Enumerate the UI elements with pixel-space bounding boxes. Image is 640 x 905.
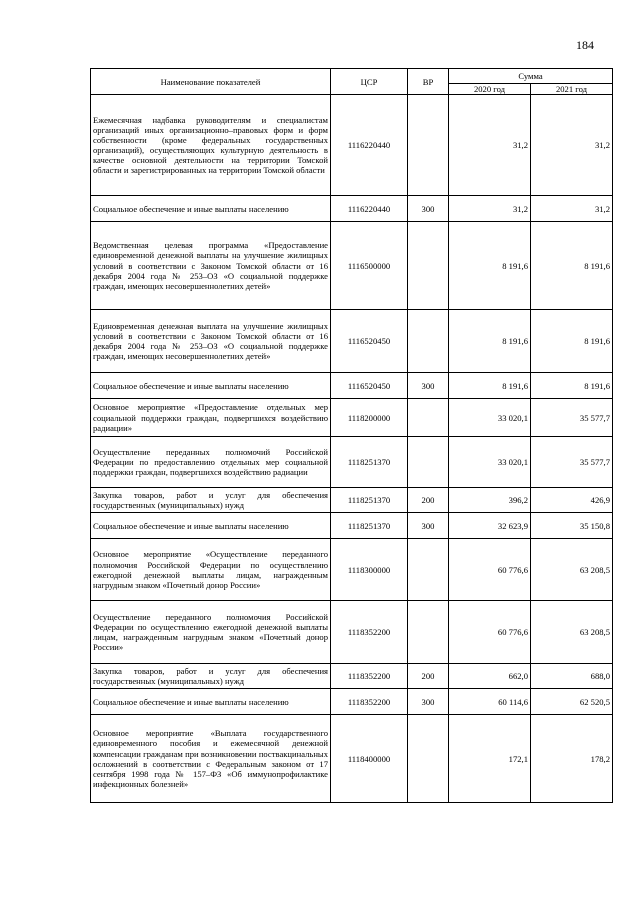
row-name: Ежемесячная надбавка руководителям и специалистам организаций иных организационно–правовых форм и форм собственности (кроме федеральных государственных организаций), осуществляющих культурную деятельность в качестве основной деятельности на территории Томской области и зарегистрированных на территории Томской области xyxy=(91,95,331,196)
row-csr: 1116520450 xyxy=(331,310,408,373)
row-vr: 300 xyxy=(408,373,449,399)
table-row xyxy=(91,488,613,513)
row-csr: 1118251370 xyxy=(331,513,408,539)
row-vr xyxy=(408,95,449,196)
row-2021: 31,2 xyxy=(531,95,613,196)
row-2021: 8 191,6 xyxy=(531,310,613,373)
row-2020: 8 191,6 xyxy=(449,310,531,373)
page-number: 184 xyxy=(576,38,594,52)
header-csr: ЦСР xyxy=(331,69,408,95)
row-name: Ведомственная целевая программа «Предоставление единовременной денежной выплаты на улучшение жилищных условий в соответствии с Законом Томской области от 16 декабря 2004 года № 253–ОЗ «О социальной поддержке граждан, имеющих несовершеннолетних детей» xyxy=(91,222,331,310)
row-csr: 1118251370 xyxy=(331,488,408,513)
row-name: Закупка товаров, работ и услуг для обеспечения государственных (муниципальных) нужд xyxy=(91,488,331,513)
row-csr: 1118352200 xyxy=(331,664,408,689)
row-name: Основное мероприятие «Осуществление переданного полномочия Российской Федерации по осуществлению ежегодной денежной выплаты лицам, награжденным нагрудным знаком «Почетный донор России» xyxy=(91,539,331,601)
row-name: Социальное обеспечение и иные выплаты населению xyxy=(91,373,331,399)
row-vr xyxy=(408,437,449,488)
row-2021: 178,2 xyxy=(531,715,613,803)
row-2020: 33 020,1 xyxy=(449,399,531,437)
row-2021: 62 520,5 xyxy=(531,689,613,715)
row-name: Осуществление переданных полномочий Российской Федерации по предоставлению отдельных мер социальной поддержки граждан, подвергшихся воздействию радиации xyxy=(91,437,331,488)
table-row xyxy=(91,222,613,310)
row-2020: 33 020,1 xyxy=(449,437,531,488)
row-csr: 1116220440 xyxy=(331,196,408,222)
header-vr: ВР xyxy=(408,69,449,95)
row-2021: 8 191,6 xyxy=(531,222,613,310)
table-row xyxy=(91,539,613,601)
row-2020: 662,0 xyxy=(449,664,531,689)
row-name: Основное мероприятие «Предоставление отдельных мер социальной поддержки граждан, подвергшихся воздействию радиации» xyxy=(91,399,331,437)
row-2021: 63 208,5 xyxy=(531,539,613,601)
table-row xyxy=(91,437,613,488)
row-2020: 172,1 xyxy=(449,715,531,803)
row-vr xyxy=(408,601,449,664)
row-2021: 688,0 xyxy=(531,664,613,689)
row-name: Основное мероприятие «Выплата государственного единовременного пособия и ежемесячной денежной компенсации гражданам при возникновении поствакцинальных осложнений в соответствии с Федеральным законом от 17 сентября 1998 года № 157–ФЗ «Об иммунопрофилактике инфекционных болезней» xyxy=(91,715,331,803)
header-2021: 2021 год xyxy=(531,84,613,95)
row-2020: 31,2 xyxy=(449,196,531,222)
table-row xyxy=(91,373,613,399)
row-2020: 8 191,6 xyxy=(449,222,531,310)
row-csr: 1118300000 xyxy=(331,539,408,601)
row-vr: 300 xyxy=(408,689,449,715)
header-2020: 2020 год xyxy=(449,84,531,95)
row-name: Единовременная денежная выплата на улучшение жилищных условий в соответствии с Законом Томской области от 16 декабря 2004 года № 253–ОЗ «О социальной поддержке граждан, имеющих несовершеннолетних детей» xyxy=(91,310,331,373)
row-vr xyxy=(408,715,449,803)
row-2020: 31,2 xyxy=(449,95,531,196)
table-row xyxy=(91,399,613,437)
row-2020: 32 623,9 xyxy=(449,513,531,539)
row-2021: 35 577,7 xyxy=(531,437,613,488)
row-csr: 1116500000 xyxy=(331,222,408,310)
table-row xyxy=(91,715,613,803)
table-row xyxy=(91,95,613,196)
row-2021: 31,2 xyxy=(531,196,613,222)
table-row xyxy=(91,310,613,373)
row-name: Закупка товаров, работ и услуг для обеспечения государственных (муниципальных) нужд xyxy=(91,664,331,689)
row-2021: 35 577,7 xyxy=(531,399,613,437)
budget-table xyxy=(90,68,613,803)
row-vr xyxy=(408,310,449,373)
row-csr: 1118400000 xyxy=(331,715,408,803)
row-name: Осуществление переданного полномочия Российской Федерации по осуществлению ежегодной денежной выплаты лицам, награжденным нагрудным знаком «Почетный донор России» xyxy=(91,601,331,664)
row-vr xyxy=(408,222,449,310)
row-2020: 8 191,6 xyxy=(449,373,531,399)
table-row xyxy=(91,601,613,664)
table-row xyxy=(91,664,613,689)
row-2021: 63 208,5 xyxy=(531,601,613,664)
row-vr: 300 xyxy=(408,513,449,539)
row-csr: 1116520450 xyxy=(331,373,408,399)
row-2020: 396,2 xyxy=(449,488,531,513)
row-vr: 300 xyxy=(408,196,449,222)
row-vr xyxy=(408,399,449,437)
row-csr: 1118352200 xyxy=(331,601,408,664)
row-csr: 1116220440 xyxy=(331,95,408,196)
table-row xyxy=(91,513,613,539)
row-vr: 200 xyxy=(408,664,449,689)
row-2021: 35 150,8 xyxy=(531,513,613,539)
row-csr: 1118352200 xyxy=(331,689,408,715)
header-name: Наименование показателей xyxy=(91,69,331,95)
row-2021: 426,9 xyxy=(531,488,613,513)
row-name: Социальное обеспечение и иные выплаты населению xyxy=(91,196,331,222)
table-row xyxy=(91,689,613,715)
row-csr: 1118251370 xyxy=(331,437,408,488)
row-2021: 8 191,6 xyxy=(531,373,613,399)
row-name: Социальное обеспечение и иные выплаты населению xyxy=(91,689,331,715)
row-csr: 1118200000 xyxy=(331,399,408,437)
row-2020: 60 776,6 xyxy=(449,601,531,664)
row-2020: 60 114,6 xyxy=(449,689,531,715)
table-row xyxy=(91,196,613,222)
row-vr xyxy=(408,539,449,601)
row-vr: 200 xyxy=(408,488,449,513)
row-name: Социальное обеспечение и иные выплаты населению xyxy=(91,513,331,539)
header-sum: Сумма xyxy=(449,69,613,84)
row-2020: 60 776,6 xyxy=(449,539,531,601)
